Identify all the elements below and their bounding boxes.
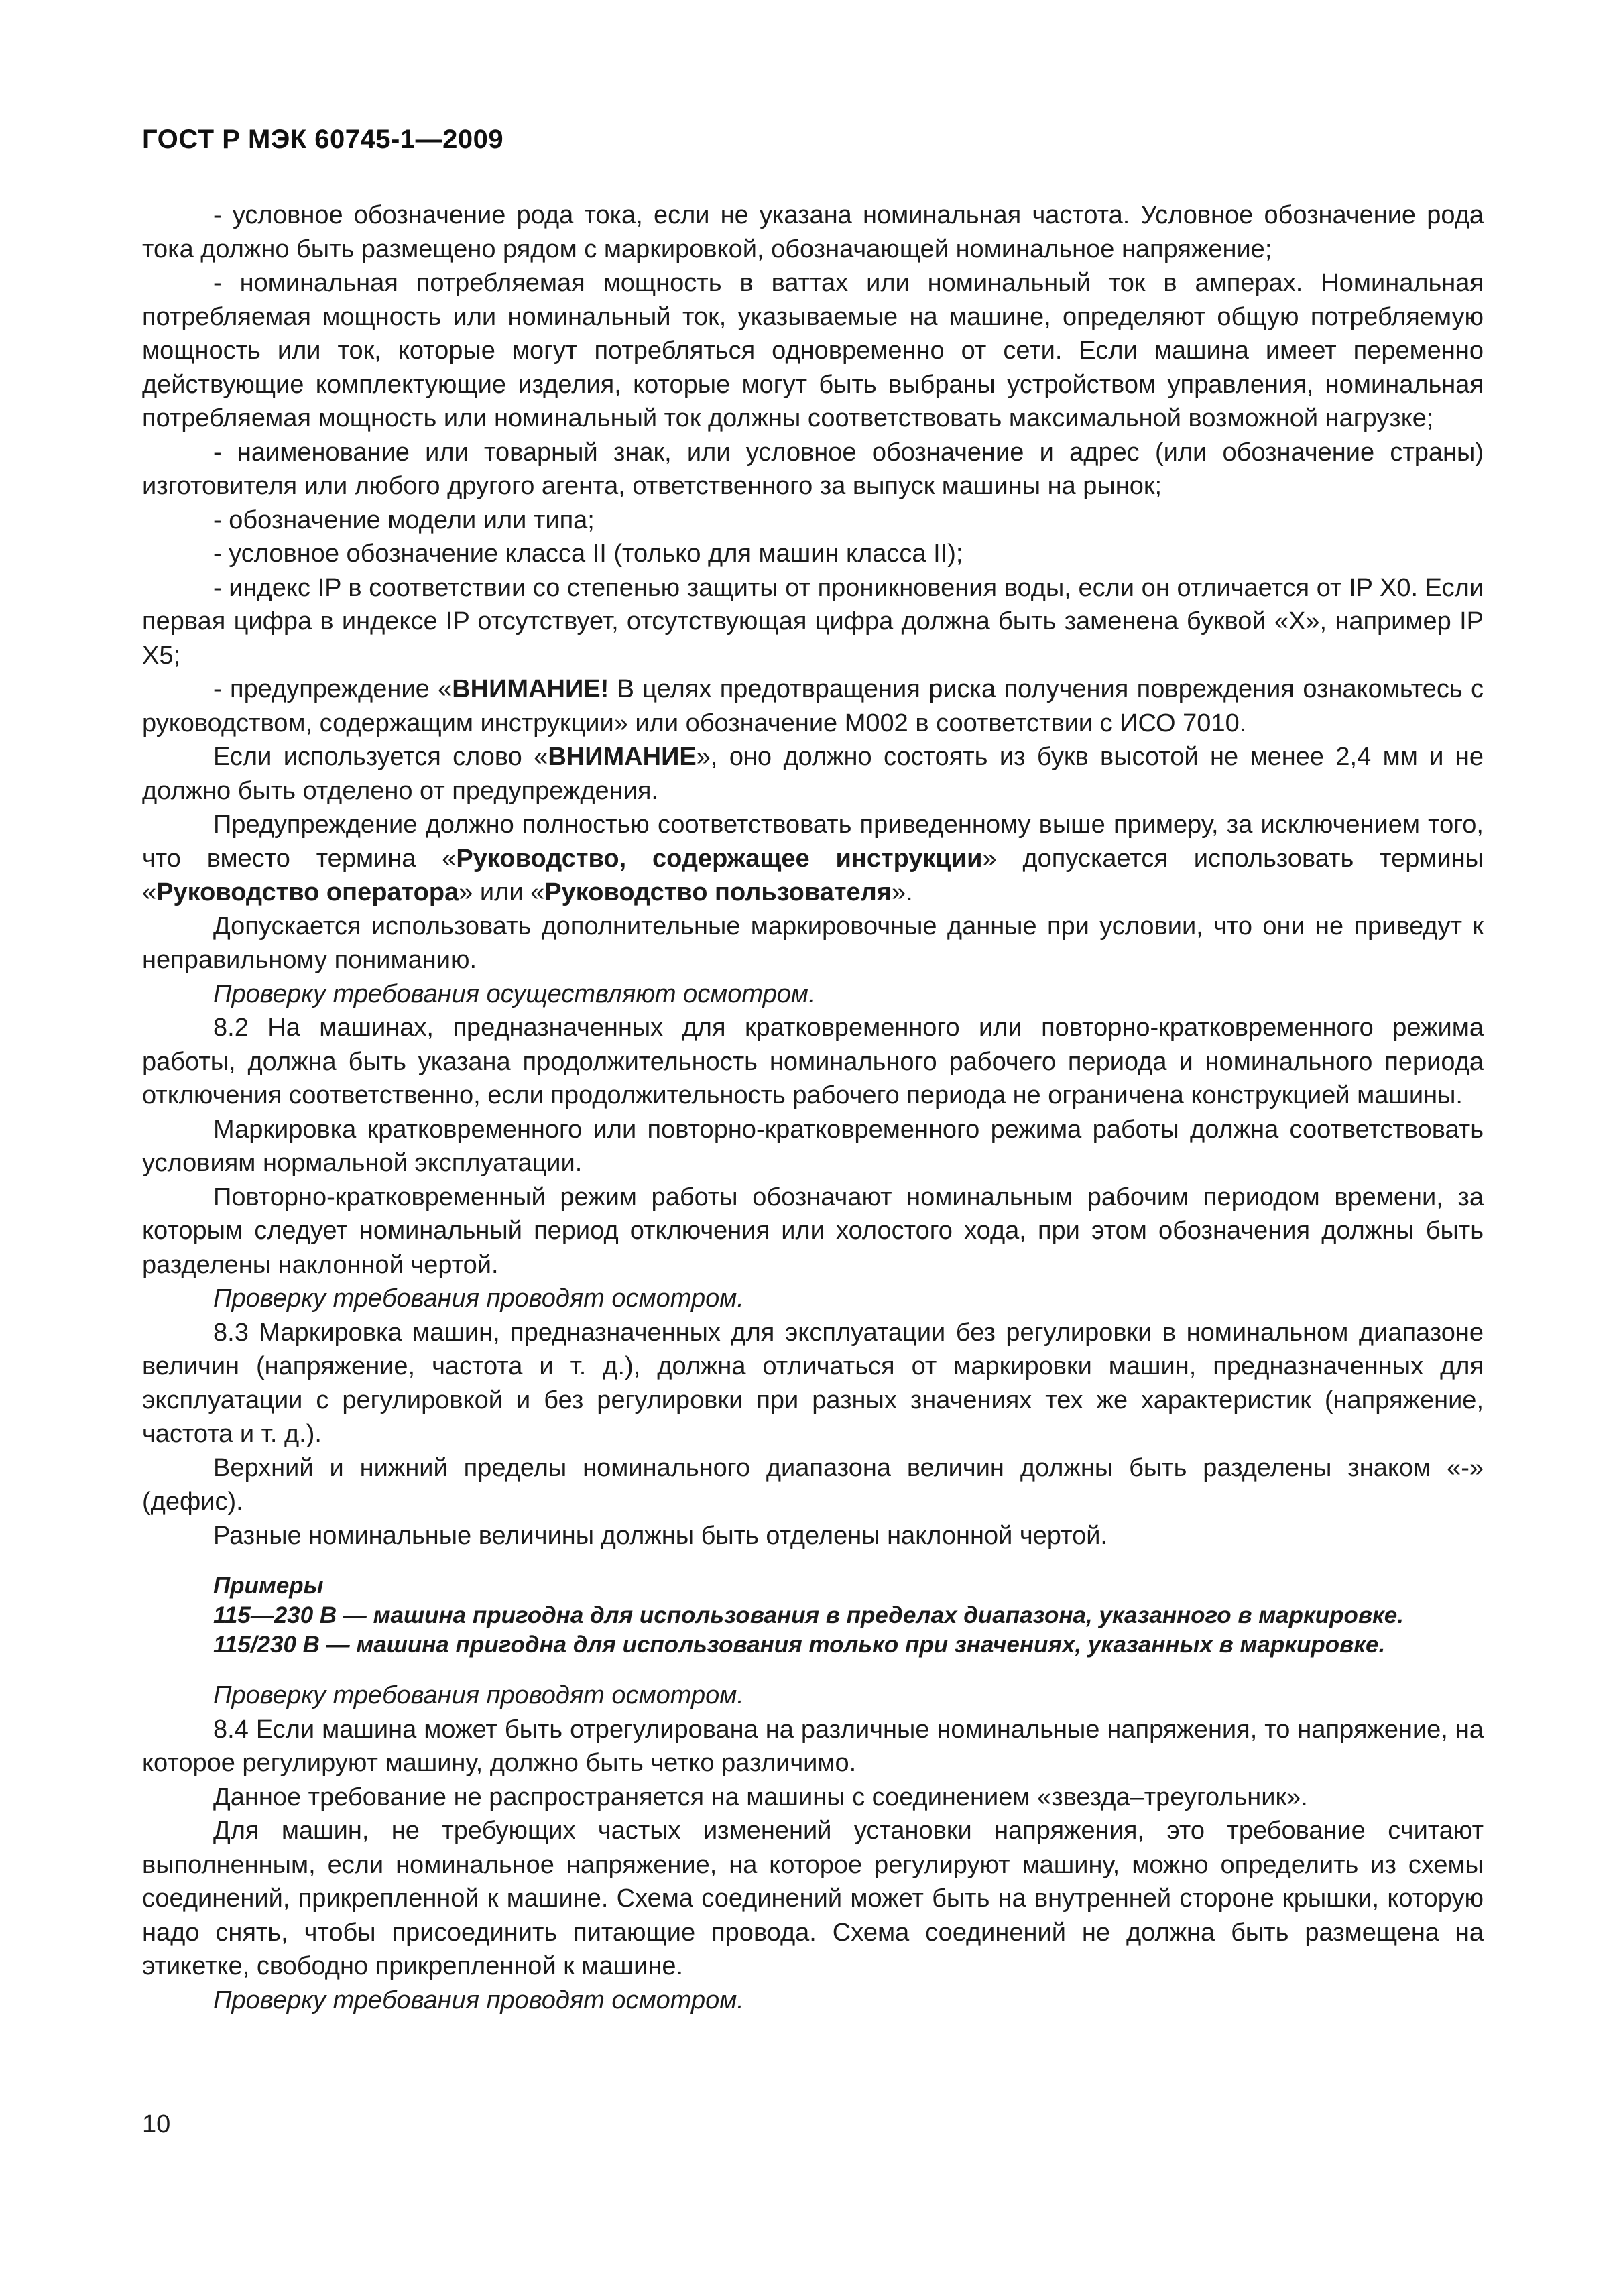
bold-term: Руководство оператора: [156, 878, 459, 906]
paragraph: - обозначение модели или типа;: [213, 505, 595, 534]
clause-8-2: 8.2 На машинах, предназначенных для кратковременного или повторно-кратковременного режима работы, должна быть указана продолжительность номинального рабочего периода и номинального периода отключения соответственно, если продолжительность рабочего периода не ограничена конструкцией машины.: [142, 1014, 1484, 1109]
check-note: Проверку требования проводят осмотром.: [213, 1986, 744, 2014]
paragraph: Разные номинальные величины должны быть отделены наклонной чертой.: [213, 1521, 1107, 1550]
bold-term: ВНИМАНИЕ!: [452, 675, 609, 703]
paragraph: Верхний и нижний пределы номинального диапазона величин должны быть разделены знаком «-» (дефис).: [142, 1453, 1484, 1516]
check-note: Проверку требования проводят осмотром.: [213, 1284, 744, 1313]
bold-term: Руководство, содержащее инструкции: [456, 844, 983, 873]
paragraph: Для машин, не требующих частых изменений установки напряжения, это требование считают выполненным, если номинальное напряжение, на которое регулируют машину, можно определить из схемы соединений, прикрепленной к машине. Схема соединений может быть на внутренней стороне крышки, которую надо снять, чтобы присоединить питающие провода. Схема соединений не должна быть размещена на этикетке, свободно прикрепленной к машине.: [142, 1817, 1484, 1980]
paragraph-warning: - предупреждение «ВНИМАНИЕ! В целях предотвращения риска получения повреждения ознакомьтесь с руководством, содержащим инструкции» или обозначение M002 в соответствии с ИСО 7010.: [142, 675, 1484, 737]
body-text: [142, 198, 1484, 2017]
paragraph: Предупреждение должно полностью соответствовать приведенному выше примеру, за исключением того, что вместо термина «Руководство, содержащее инструкции» допускается использовать термины «Руководство оператора» или «Руководство пользователя».: [142, 810, 1484, 906]
clause-8-3: 8.3 Маркировка машин, предназначенных для эксплуатации без регулировки в номинальном диапазоне величин (напряжение, частота и т. д.), должна отличаться от маркировки машин, предназначенных для эксплуатации с регулировкой и без регулировки при разных значениях тех же характеристик (напряжение, частота и т. д.).: [142, 1318, 1484, 1448]
examples-title: Примеры: [213, 1573, 324, 1599]
example-item: 115—230 В — машина пригодна для использования в пределах диапазона, указанного в маркировке.: [213, 1602, 1404, 1628]
paragraph: Повторно-кратковременный режим работы обозначают номинальным рабочим периодом времени, за которым следует номинальный период отключения или холостого хода, при этом обозначения должны быть разделены наклонной чертой.: [142, 1183, 1484, 1279]
paragraph: Данное требование не распространяется на машины с соединением «звезда–треугольник».: [213, 1783, 1308, 1811]
paragraph: Допускается использовать дополнительные маркировочные данные при условии, что они не приведут к неправильному пониманию.: [142, 912, 1484, 974]
paragraph: Если используется слово «ВНИМАНИЕ», оно должно состоять из букв высотой не менее 2,4 мм и не должно быть отделено от предупреждения.: [142, 743, 1484, 805]
example-item: 115/230 В — машина пригодна для использования только при значениях, указанных в маркировке.: [213, 1632, 1386, 1658]
paragraph: - номинальная потребляемая мощность в ваттах или номинальный ток в амперах. Номинальная потребляемая мощность или номинальный ток, указываемые на машине, определяют общую потребляемую мощность или ток, которые могут потребляться одновременно от сети. Если машина имеет переменно действующие комплектующие изделия, которые могут быть выбраны устройством управления, номинальная потребляемая мощность или номинальный ток должны соответствовать максимальной возможной нагрузке;: [142, 269, 1484, 432]
check-note: Проверку требования осуществляют осмотром.: [213, 979, 816, 1008]
paragraph: - индекс IP в соответствии со степенью защиты от проникновения воды, если он отличается от IP X0. Если первая цифра в индексе IP отсутствует, отсутствующая цифра должна быть заменена буквой «X», например IP X5;: [142, 573, 1484, 670]
document-header: ГОСТ Р МЭК 60745-1—2009: [142, 125, 504, 154]
bold-term: ВНИМАНИЕ: [548, 743, 697, 771]
clause-8-4: 8.4 Если машина может быть отрегулирована на различные номинальные напряжения, то напряжение, на которое регулируют машину, должно быть четко различимо.: [142, 1715, 1484, 1777]
paragraph: - условное обозначение рода тока, если не указана номинальная частота. Условное обозначение рода тока должно быть размещено рядом с маркировкой, обозначающей номинальное напряжение;: [142, 201, 1484, 263]
paragraph: - условное обозначение класса II (только для машин класса II);: [213, 540, 963, 568]
check-note: Проверку требования проводят осмотром.: [213, 1681, 744, 1709]
page-number: 10: [142, 2110, 171, 2138]
paragraph: - наименование или товарный знак, или условное обозначение и адрес (или обозначение страны) изготовителя или любого другого агента, ответственного за выпуск машины на рынок;: [142, 438, 1484, 500]
bold-term: Руководство пользователя: [544, 878, 892, 906]
paragraph: Маркировка кратковременного или повторно-кратковременного режима работы должна соответствовать условиям нормальной эксплуатации.: [142, 1115, 1484, 1177]
